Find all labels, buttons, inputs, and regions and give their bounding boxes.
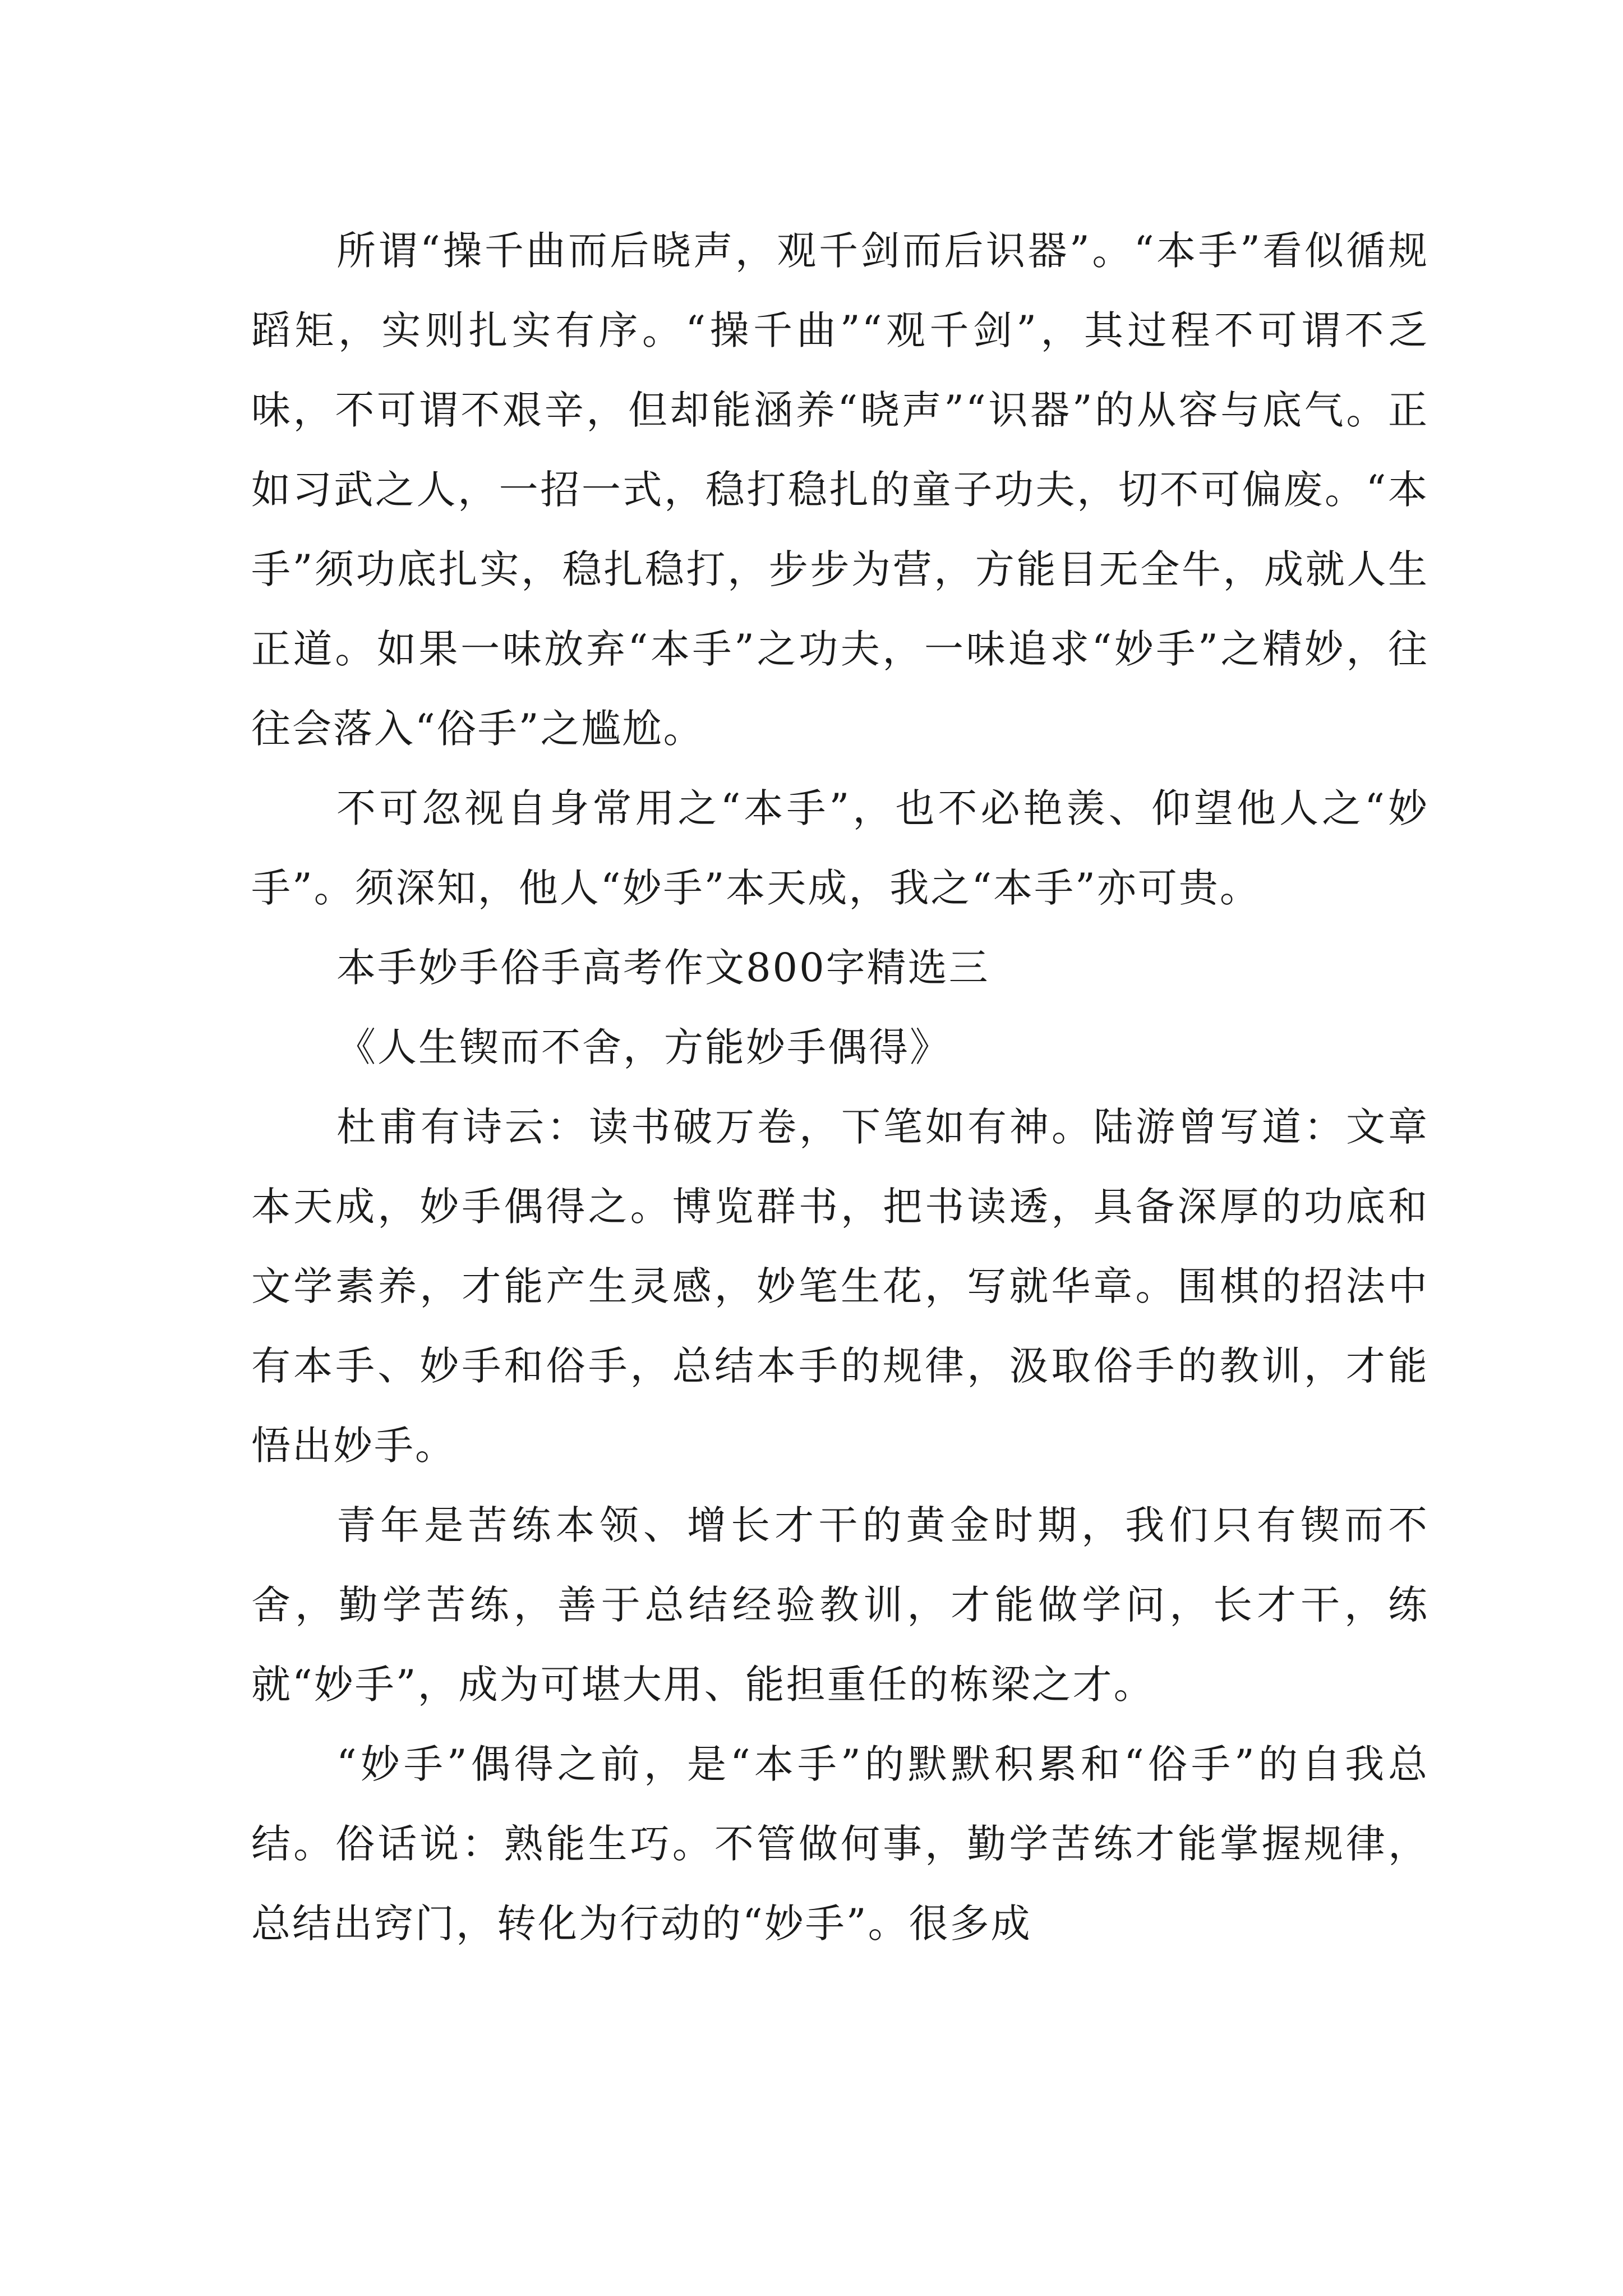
paragraph: “妙手”偶得之前，是“本手”的默默积累和“俗手”的自我总结。俗话说：熟能生巧。不管做何事，勤学苦练才能掌握规律，总结出窍门，转化为行动的“妙手”。很多成 bbox=[251, 1741, 1429, 1947]
section-heading: 本手妙手俗手高考作文800字精选三 bbox=[336, 945, 990, 991]
essay-title: 《人生锲而不舍，方能妙手偶得》 bbox=[336, 1024, 951, 1070]
paragraph: 青年是苦练本领、增长才干的黄金时期，我们只有锲而不舍，勤学苦练，善于总结经验教训，才能做学问，长才干，练就“妙手”，成为可堪大用、能担重任的栋梁之才。 bbox=[251, 1502, 1429, 1708]
paragraph: 不可忽视自身常用之“本手”，也不必艳羡、仰望他人之“妙手”。须深知，他人“妙手”本天成，我之“本手”亦可贵。 bbox=[251, 785, 1429, 911]
body-text bbox=[251, 211, 1429, 1963]
paragraph: 杜甫有诗云：读书破万卷，下笔如有神。陆游曾写道：文章本天成，妙手偶得之。博览群书，把书读透，具备深厚的功底和文学素养，才能产生灵感，妙笔生花，写就华章。围棋的招法中有本手、妙手和俗手，总结本手的规律，汲取俗手的教训，才能悟出妙手。 bbox=[251, 1104, 1429, 1469]
paragraph: 所谓“操千曲而后晓声，观千剑而后识器”。“本手”看似循规蹈矩，实则扎实有序。“操千曲”“观千剑”，其过程不可谓不乏味，不可谓不艰辛，但却能涵养“晓声”“识器”的从容与底气。正如习武之人，一招一式，稳打稳扎的童子功夫，切不可偏废。“本手”须功底扎实，稳扎稳打，步步为营，方能目无全牛，成就人生正道。如果一味放弃“本手”之功夫，一味追求“妙手”之精妙，往往会落入“俗手”之尴尬。 bbox=[251, 228, 1429, 752]
